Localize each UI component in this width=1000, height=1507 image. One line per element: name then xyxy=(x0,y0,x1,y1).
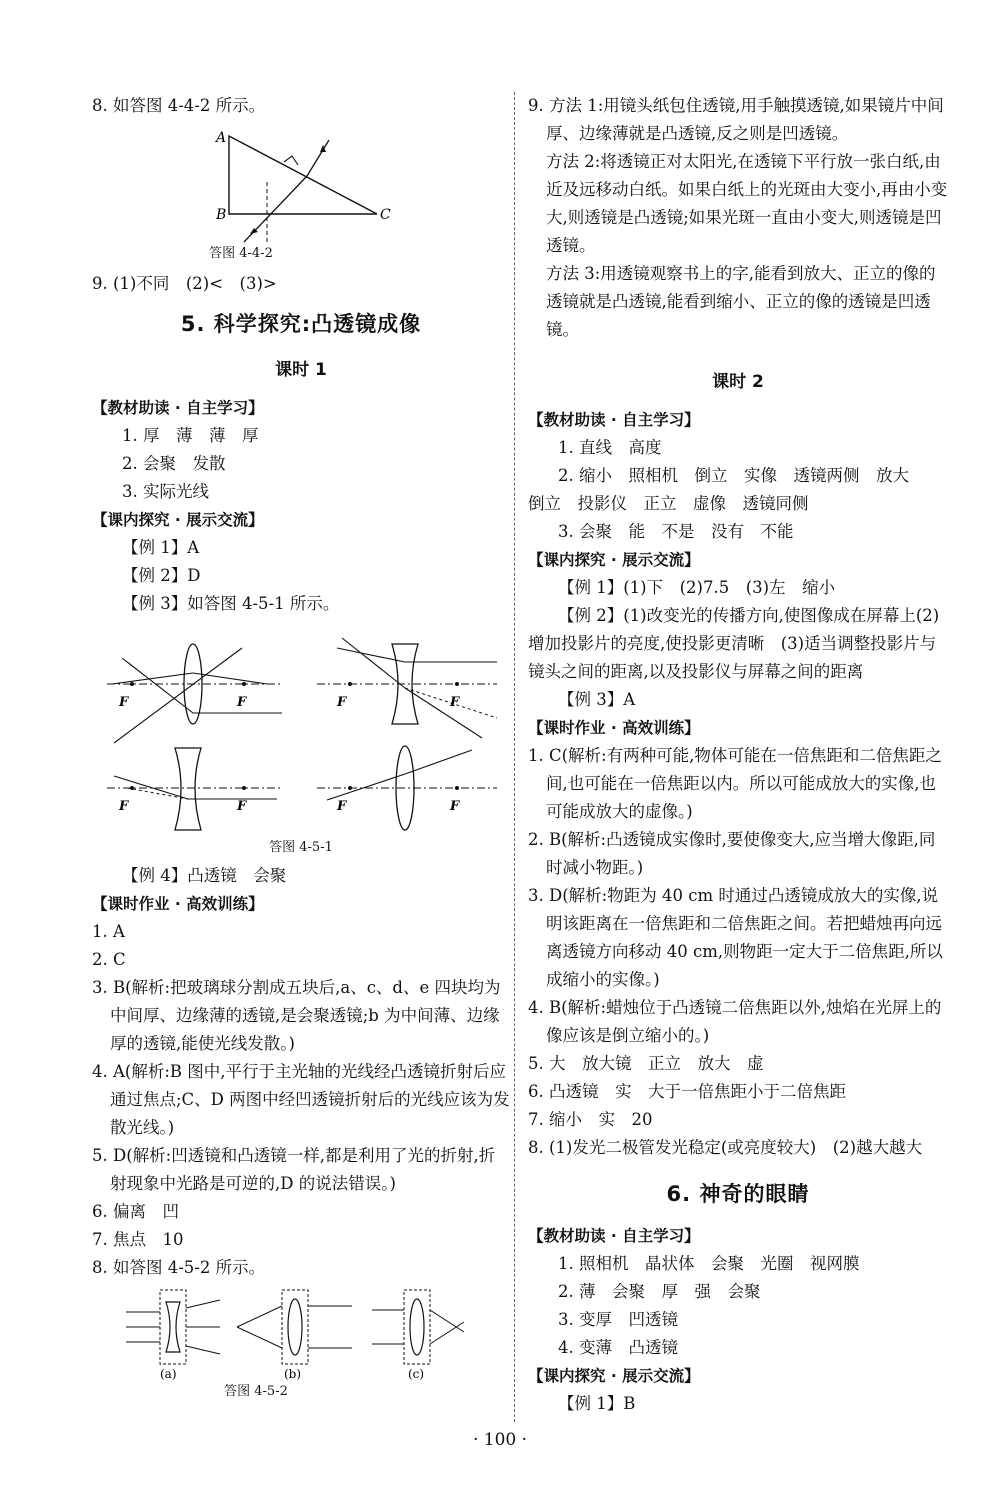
example-2: 【例 2】(1)改变光的传播方向,使图像成在屏幕上(2)增加投影片的亮度,使投影更清晰 (3)适当调整投影片与镜头之间的距离,以及投影仪与屏幕之间的距离 xyxy=(528,606,940,681)
f-label: F xyxy=(237,799,247,814)
hw-4: 4. A(解析:B 图中,平行于主光轴的光线经凸透镜折射后应通过焦点;C、D 两图中经凹透镜折射后的光线应该为发散光线。) xyxy=(92,1062,510,1137)
header-jiaocai-2: 【教材助读 · 自主学习】 xyxy=(528,1227,700,1245)
hw-6: 6. 偏离 凹 xyxy=(92,1202,179,1221)
example-3: 【例 3】如答图 4-5-1 所示。 xyxy=(122,594,340,613)
hw-7: 7. 缩小 实 20 xyxy=(528,1110,653,1129)
example-4: 【例 4】凸透镜 会聚 xyxy=(122,866,287,885)
section-title-5: 5. 科学探究:凸透镜成像 xyxy=(180,312,422,336)
column-divider xyxy=(514,92,515,1422)
f-label: F xyxy=(337,799,347,814)
jc-3: 3. 会聚 能 不是 没有 不能 xyxy=(558,522,794,541)
caption-4-5-1: 答图 4-5-1 xyxy=(269,840,333,855)
lesson-2-title: 课时 2 xyxy=(712,372,764,392)
jc-2: 2. 会聚 发散 xyxy=(122,454,226,473)
label-b: B xyxy=(216,207,227,223)
f-label: F xyxy=(237,695,247,710)
label-c: C xyxy=(380,207,391,223)
hw-6: 6. 凸透镜 实 大于一倍焦距小于二倍焦距 xyxy=(528,1082,846,1101)
jc2-4: 4. 变薄 凸透镜 xyxy=(558,1338,678,1357)
example-2: 【例 2】D xyxy=(122,566,201,585)
f-label: F xyxy=(119,695,129,710)
jc-3: 3. 实际光线 xyxy=(122,482,209,501)
hw-7: 7. 焦点 10 xyxy=(92,1230,184,1249)
answer-9-prev: 9. (1)不同 (2)< (3)> xyxy=(92,274,277,293)
f-label: F xyxy=(450,799,460,814)
f-label: F xyxy=(119,799,129,814)
page-number: · 100 · xyxy=(472,1430,528,1450)
header-kenei-2: 【课内探究 · 展示交流】 xyxy=(528,1367,700,1385)
example-1: 【例 1】(1)下 (2)7.5 (3)左 缩小 xyxy=(558,578,836,597)
example-3: 【例 3】A xyxy=(558,690,636,709)
f-label: F xyxy=(337,695,347,710)
hw-8: 8. 如答图 4-5-2 所示。 xyxy=(92,1258,266,1277)
header-kenei: 【课内探究 · 展示交流】 xyxy=(528,551,700,569)
caption-4-4-2: 答图 4-4-2 xyxy=(209,246,273,261)
jc2-2: 2. 薄 会聚 厚 强 会聚 xyxy=(558,1282,761,1301)
figure-4-5-2 xyxy=(92,1282,510,1382)
header-keshi: 【课时作业 · 高效训练】 xyxy=(92,895,264,913)
section-title-6: 6. 神奇的眼睛 xyxy=(666,1182,810,1206)
label-c: (c) xyxy=(408,1367,425,1381)
answer-9-method-2: 方法 2:将透镜正对太阳光,在透镜下平行放一张白纸,由近及远移动白纸。如果白纸上的光斑由大变小,再由小变大,则透镜是凸透镜;如果光斑一直由小变大,则透镜是凹透镜。 xyxy=(546,152,948,255)
jc2-3: 3. 变厚 凹透镜 xyxy=(558,1310,678,1329)
jc-1: 1. 厚 薄 薄 厚 xyxy=(122,426,259,445)
label-a: (a) xyxy=(160,1367,177,1381)
hw-3: 3. B(解析:把玻璃球分割成五块后,a、c、d、e 四块均为中间厚、边缘薄的透镜,是会聚透镜;b 为中间薄、边缘厚的透镜,能使光线发散。) xyxy=(92,978,501,1053)
hw-1: 1. C(解析:有两种可能,物体可能在一倍焦距和二倍焦距之间,也可能在一倍焦距以内。所以可能成放大的实像,也可能成放大的虚像。) xyxy=(528,746,942,821)
hw-4: 4. B(解析:蜡烛位于凸透镜二倍焦距以外,烛焰在光屏上的像应该是倒立缩小的。) xyxy=(528,998,942,1045)
figure-4-4-2 xyxy=(92,122,510,244)
hw-5: 5. D(解析:凹透镜和凸透镜一样,都是利用了光的折射,折射现象中光路是可逆的,D 的说法错误。) xyxy=(92,1146,496,1193)
hw-2: 2. B(解析:凸透镜成实像时,要使像变大,应当增大像距,同时减小物距。) xyxy=(528,830,936,877)
header-keshi: 【课时作业 · 高效训练】 xyxy=(528,719,700,737)
hw-1: 1. A xyxy=(92,922,125,941)
header-jiaocai: 【教材助读 · 自主学习】 xyxy=(528,411,700,429)
answer-9-method-3: 方法 3:用透镜观察书上的字,能看到放大、正立的像的透镜就是凸透镜,能看到缩小、正立的像的透镜是凹透镜。 xyxy=(546,264,936,339)
header-jiaocai: 【教材助读 · 自主学习】 xyxy=(92,399,264,417)
example-1b: 【例 1】B xyxy=(558,1394,636,1413)
label-a: A xyxy=(216,130,227,146)
jc2-1: 1. 照相机 晶状体 会聚 光圈 视网膜 xyxy=(558,1254,860,1273)
hw-5: 5. 大 放大镜 正立 放大 虚 xyxy=(528,1054,764,1073)
label-b: (b) xyxy=(284,1367,302,1381)
jc-2: 2. 缩小 照相机 倒立 实像 透镜两侧 放大 xyxy=(558,466,909,485)
f-label: F xyxy=(450,695,460,710)
answer-9-method-1: 9. 方法 1:用镜头纸包住透镜,用手触摸透镜,如果镜片中间厚、边缘薄就是凸透镜,反之则是凹透镜。 xyxy=(528,96,944,143)
example-1: 【例 1】A xyxy=(122,538,200,557)
hw-2: 2. C xyxy=(92,950,126,969)
caption-4-5-2: 答图 4-5-2 xyxy=(224,1384,288,1399)
jc-2-cont: 倒立 投影仪 正立 虚像 透镜同侧 xyxy=(528,494,809,513)
hw-3: 3. D(解析:物距为 40 cm 时通过凸透镜成放大的实像,说明该距离在一倍焦距和二倍焦距之间。若把蜡烛再向远离透镜方向移动 40 cm,则物距一定大于二倍焦距,所以成缩小的实像。) xyxy=(528,886,943,989)
left-column xyxy=(92,92,510,1402)
hw-8: 8. (1)发光二极管发光稳定(或亮度较大) (2)越大越大 xyxy=(528,1138,923,1157)
lesson-1-title: 课时 1 xyxy=(275,360,327,380)
right-column xyxy=(528,92,948,1418)
answer-8-prev: 8. 如答图 4-4-2 所示。 xyxy=(92,96,266,115)
jc-1: 1. 直线 高度 xyxy=(558,438,662,457)
figure-4-5-1 xyxy=(92,618,510,838)
header-kenei: 【课内探究 · 展示交流】 xyxy=(92,511,264,529)
